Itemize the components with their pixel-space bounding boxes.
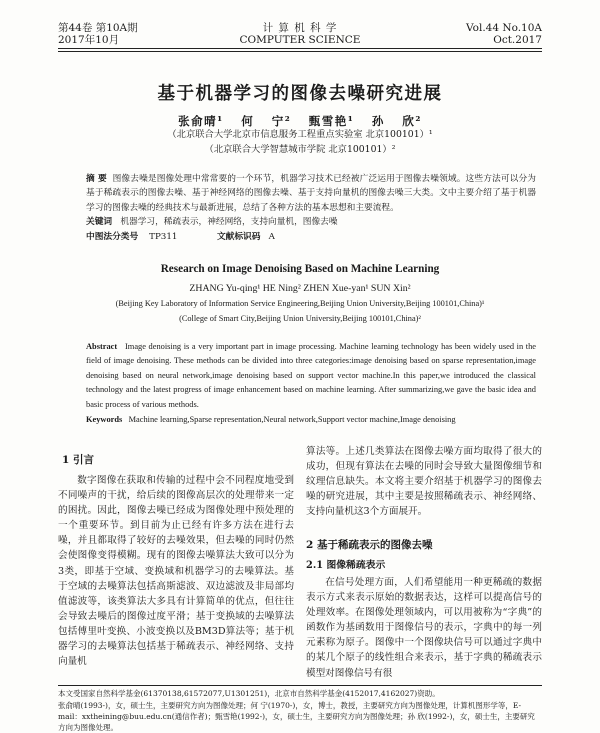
journal-date-en: Oct.2017 (493, 34, 542, 46)
header-rule (58, 48, 542, 49)
affiliation-en: (College of Smart City,Beijing Union University,Beijing 100101,China)² (179, 314, 421, 323)
abstract-en-text: Image denoising is a very important part in image processing. Machine learning technology has been widely used in the field of image denoising. These methods can be divided into three categories:image denoising based on sparse representation,image denoising based on neural network,image denoising based on support vector machine.In this paper,we introduced the classical technology and the latest progress of image enhancement based on machine learning. After summarizing,we gave the basic idea and basic process of various methods. (86, 342, 536, 409)
keywords-en-label: Keywords (86, 415, 123, 424)
author-name: 张俞晴¹ (178, 114, 224, 128)
journal-date: 2017年10月 (58, 34, 120, 46)
abstract-text: 图像去噪是图像处理中常常要的一个环节，机器学习技术已经被广泛运用于图像去噪领域。这些方法可以分为基于稀疏表示的图像去噪、基于神经网络的图像去噪、基于支持向量机的图像去噪三大类。文中主要介绍了基于机器学习的图像去噪的经典技术与最新进展，总结了各种方法的基本思想和主要流程。 (86, 174, 536, 213)
section-body: 在信号处理方面，人们希望能用一种更稀疏的数据表示方式来表示原始的数据表达，这样可以提高信号的处理效率。在图像处理领域内，可以用被称为“字典”的函数作为基函数用于图像信号的表示，字典中的每一列元素称为原子。图像中一个图像块信号可以通过字典中的某几个原子的线性组合来表示，基于字典的稀疏表示模型对图像信号有很 (306, 577, 542, 679)
paper-title: 基于机器学习的图像去噪研究进展 (157, 84, 443, 104)
section-body: 算法等。上述几类算法在图像去噪方面均取得了很大的成功，但现有算法在去噪的同时会导致大量图像细节和纹理信息缺失。本文将主要介绍基于机器学习的图像去噪的研究进展，其中主要是按照稀疏表示、神经网络、支持向量机这3个方面展开。 (306, 446, 542, 518)
abstract-en-label: Abstract (86, 342, 118, 351)
affiliation-en: (Beijing Key Laboratory of Information Service Engineering,Beijing Union University,Beijing 100101,China)¹ (115, 299, 485, 308)
journal-name-cn: 计 算 机 科 学 (262, 22, 338, 34)
section-body: 数字图像在获取和传输的过程中会不同程度地受到不同噪声的干扰，给后续的图像高层次的处理带来一定的困扰。因此，图像去噪已经成为图像处理中预处理的一个重要环节。到目前为止已经有许多方法在进行去噪，并且都取得了较好的去噪效果，但去噪的同时仍然会使图像变得模糊。现有的图像去噪算法大致可以分为3类，即基于空域、变换域和机器学习的去噪算法。基于空域的去噪算法包括高斯滤波、双边滤波及非局部均值滤波等，该类算法大多具有计算简单的优点，但往往会导致去噪后的图像过度平滑；基于变换域的去噪算法包括傅里叶变换、小波变换以及BM3D算法等；基于机器学习的去噪算法包括基于稀疏表示、神经网络、支持向量机 (58, 475, 294, 668)
keywords-text: 机器学习，稀疏表示，神经网络，支持向量机，图像去噪 (120, 217, 338, 227)
section-heading: 1 引言 (62, 454, 94, 466)
author-name: 何 宁² (241, 114, 292, 128)
author-name: 甄雪艳¹ (308, 114, 355, 128)
subsection-heading: 2.1 图像稀疏表示 (306, 560, 386, 571)
author-list (0, 113, 600, 129)
footnote-authors: 张俞晴(1993-)，女，硕士生，主要研究方向为图像处理；何 宁(1970-)，女，博士，教授，主要研究方向为图像处理，计算机图形学等，E-mail：xxtheining@buu.edu.cn(通信作者)；甄雪艳(1992-)，女，硕士生，主要研究方向为图像处理；孙 欣(1992-)，女，硕士生，主要研究方向为图像处理。 (58, 701, 535, 732)
keywords-label: 关键词 (86, 217, 113, 227)
classification (86, 230, 536, 244)
journal-name-en: COMPUTER SCIENCE (239, 34, 361, 46)
author-list-en: ZHANG Yu-qing¹ HE Ning² ZHEN Xue-yan¹ SUN Xin² (189, 283, 411, 294)
footnote-funding: 本文受国家自然科学基金(61370138,61572077,U1301251)，北京市自然科学基金(4152017,4162027)资助。 (58, 689, 440, 698)
paper-title-en: Research on Image Denoising Based on Machine Learning (160, 263, 440, 275)
header-rule-thin (58, 51, 542, 52)
abstract-cn (86, 172, 536, 215)
affiliation: （北京联合大学智慧城市学院 北京100101）² (204, 144, 396, 155)
keywords-en (86, 413, 536, 427)
doc-code-value: A (268, 232, 275, 242)
abstract-en (86, 340, 536, 412)
keywords-en-text: Machine learning,Sparse representation,Neural network,Support vector machine,Image denoising (128, 415, 456, 424)
doc-code-label: 文献标识码 (216, 232, 261, 242)
journal-volume-en: Vol.44 No.10A (466, 22, 542, 34)
clc-label: 中图法分类号 (86, 232, 139, 242)
footnote-rule (58, 685, 542, 686)
abstract-label: 摘 要 (86, 174, 107, 184)
journal-volume-issue: 第44卷 第10A期 (58, 22, 138, 34)
section-heading: 2 基于稀疏表示的图像去噪 (306, 539, 433, 551)
keywords-cn (86, 215, 536, 229)
clc-value: TP311 (149, 232, 178, 242)
affiliation: （北京联合大学北京市信息服务工程重点实验室 北京100101）¹ (167, 129, 433, 140)
author-name: 孙 欣² (371, 114, 422, 128)
